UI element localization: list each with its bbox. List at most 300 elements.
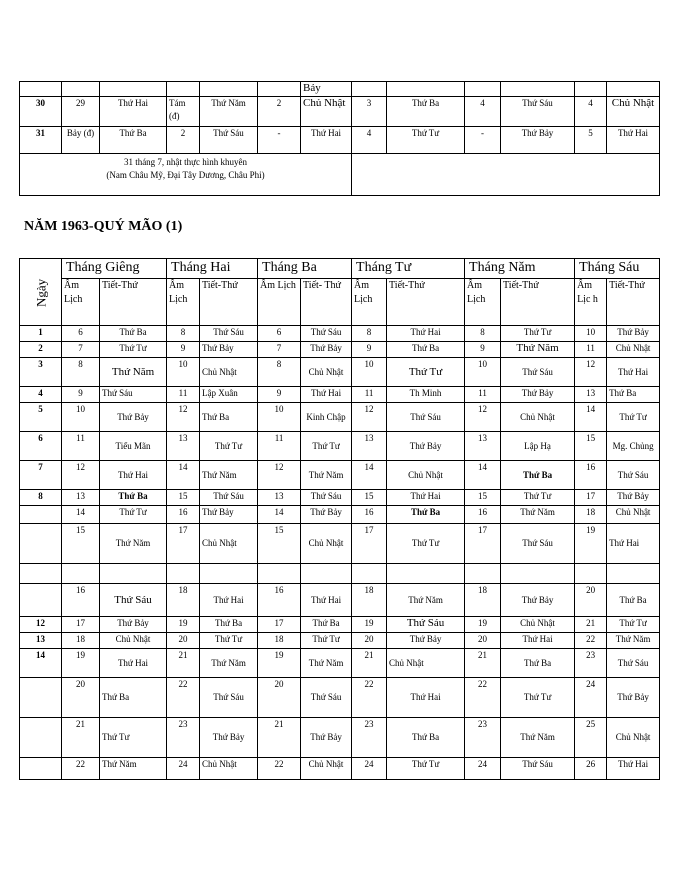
term-weekday: Thứ Năm bbox=[100, 358, 167, 387]
lunar-day: 8 bbox=[465, 326, 501, 342]
lunar-header: Âm Lịch bbox=[465, 279, 501, 326]
term-weekday: Thứ Ba bbox=[100, 490, 167, 506]
cell: Chủ Nhật bbox=[301, 97, 352, 127]
term-weekday: Thứ Ba bbox=[501, 649, 575, 678]
lunar-day: 20 bbox=[352, 633, 387, 649]
lunar-day: 19 bbox=[258, 649, 301, 678]
cell: Thứ Ba bbox=[100, 127, 167, 154]
table-row bbox=[20, 461, 660, 490]
lunar-day: 11 bbox=[62, 432, 100, 461]
lunar-day: 6 bbox=[62, 326, 100, 342]
lunar-day: 13 bbox=[465, 432, 501, 461]
day-number: 2 bbox=[20, 342, 62, 358]
month-header: Tháng Giêng bbox=[62, 259, 167, 279]
lunar-day: 7 bbox=[258, 342, 301, 358]
lunar-day: 12 bbox=[258, 461, 301, 490]
cell: Thứ Sáu bbox=[501, 97, 575, 127]
table-row bbox=[20, 358, 660, 387]
lunar-day: 14 bbox=[352, 461, 387, 490]
cell bbox=[465, 82, 501, 97]
lunar-day: 16 bbox=[62, 584, 100, 617]
term-weekday: Chủ Nhật bbox=[501, 403, 575, 432]
term-weekday: Thứ Bảy bbox=[200, 506, 258, 524]
lunar-day: 20 bbox=[575, 584, 607, 617]
lunar-day: 8 bbox=[62, 358, 100, 387]
term-weekday: Thứ Tư bbox=[607, 403, 660, 432]
term-weekday: Thứ Sáu bbox=[301, 326, 352, 342]
term-weekday: Thứ Hai bbox=[200, 584, 258, 617]
term-weekday: Chủ Nhật bbox=[200, 358, 258, 387]
term-weekday: Thứ Sáu bbox=[607, 461, 660, 490]
term-weekday: Thứ Tư bbox=[387, 524, 465, 564]
cell bbox=[258, 82, 301, 97]
term-weekday-header: Tiết-Thứ bbox=[387, 279, 465, 326]
lunar-day bbox=[167, 564, 200, 584]
term-weekday: Chủ Nhật bbox=[100, 633, 167, 649]
lunar-day: 12 bbox=[352, 403, 387, 432]
term-weekday: Thứ Tư bbox=[200, 633, 258, 649]
term-weekday-header: Tiết-Thứ bbox=[501, 279, 575, 326]
lunar-day: 14 bbox=[258, 506, 301, 524]
lunar-day: 22 bbox=[258, 758, 301, 780]
lunar-day: 15 bbox=[62, 524, 100, 564]
term-weekday: Thứ Bảy bbox=[301, 506, 352, 524]
lunar-day: 6 bbox=[258, 326, 301, 342]
cell bbox=[200, 82, 258, 97]
term-weekday: Thứ Sáu bbox=[200, 326, 258, 342]
lunar-day: 15 bbox=[167, 490, 200, 506]
term-weekday: Lập Hạ bbox=[501, 432, 575, 461]
lunar-day: 18 bbox=[167, 584, 200, 617]
lunar-day: 9 bbox=[62, 387, 100, 403]
cell bbox=[575, 82, 607, 97]
lunar-day: 23 bbox=[167, 718, 200, 758]
lunar-day: 18 bbox=[258, 633, 301, 649]
term-weekday: Thứ Bảy bbox=[387, 432, 465, 461]
lunar-day: 23 bbox=[575, 649, 607, 678]
lunar-day: 16 bbox=[465, 506, 501, 524]
term-weekday: Th Minh bbox=[387, 387, 465, 403]
lunar-header: Âm Lịch bbox=[352, 279, 387, 326]
lunar-day: 19 bbox=[465, 617, 501, 633]
term-weekday: Chủ Nhật bbox=[387, 649, 465, 678]
term-weekday: Thứ Tư bbox=[501, 678, 575, 718]
lunar-day: 14 bbox=[62, 506, 100, 524]
table-row bbox=[20, 82, 660, 97]
term-weekday-header: Tiết-Thứ bbox=[607, 279, 660, 326]
day-number: 6 bbox=[20, 432, 62, 461]
day-number: 30 bbox=[20, 97, 62, 127]
term-weekday: Thứ Sáu bbox=[387, 617, 465, 633]
cell bbox=[352, 154, 660, 196]
day-number bbox=[20, 584, 62, 617]
term-weekday: Thứ Hai bbox=[100, 461, 167, 490]
table-row bbox=[20, 154, 660, 196]
cell: Thứ Ba bbox=[387, 97, 465, 127]
lunar-header: Âm Lịch bbox=[167, 279, 200, 326]
term-weekday: Thứ Ba bbox=[607, 584, 660, 617]
lunar-day: 22 bbox=[352, 678, 387, 718]
day-number: 13 bbox=[20, 633, 62, 649]
lunar-day: 11 bbox=[167, 387, 200, 403]
cell bbox=[501, 82, 575, 97]
month-header-row bbox=[20, 259, 660, 279]
cell: Thứ Năm bbox=[200, 97, 258, 127]
term-weekday: Thứ Sáu bbox=[301, 490, 352, 506]
term-weekday: Thứ Tư bbox=[301, 432, 352, 461]
term-weekday: Thứ Hai bbox=[501, 633, 575, 649]
term-weekday: Thứ Tư bbox=[100, 506, 167, 524]
lunar-day: 26 bbox=[575, 758, 607, 780]
lunar-day: 10 bbox=[352, 358, 387, 387]
lunar-day: 18 bbox=[62, 633, 100, 649]
term-weekday: Thứ Bảy bbox=[387, 633, 465, 649]
cell: 2 bbox=[167, 127, 200, 154]
lunar-day: 19 bbox=[167, 617, 200, 633]
lunar-day: 19 bbox=[62, 649, 100, 678]
term-weekday: Thứ Ba bbox=[501, 461, 575, 490]
term-weekday: Thứ Tư bbox=[301, 633, 352, 649]
lunar-day: 12 bbox=[62, 461, 100, 490]
lunar-day: 15 bbox=[465, 490, 501, 506]
day-number: 8 bbox=[20, 490, 62, 506]
cell: Thứ Sáu bbox=[200, 127, 258, 154]
lunar-day: 19 bbox=[352, 617, 387, 633]
table-row bbox=[20, 432, 660, 461]
term-weekday: Thứ Tư bbox=[501, 326, 575, 342]
term-weekday: Thứ Bảy bbox=[200, 718, 258, 758]
lunar-day: 11 bbox=[575, 342, 607, 358]
cell: Bảy bbox=[301, 82, 352, 97]
lunar-day: 17 bbox=[465, 524, 501, 564]
lunar-day: 15 bbox=[258, 524, 301, 564]
lunar-day: 13 bbox=[258, 490, 301, 506]
day-number: 12 bbox=[20, 617, 62, 633]
term-weekday: Thứ Sáu bbox=[501, 758, 575, 780]
term-weekday: Thứ Năm bbox=[387, 584, 465, 617]
day-number bbox=[20, 678, 62, 718]
day-number: 4 bbox=[20, 387, 62, 403]
lunar-day: 11 bbox=[352, 387, 387, 403]
term-weekday bbox=[387, 564, 465, 584]
day-number: 7 bbox=[20, 461, 62, 490]
lunar-day: 13 bbox=[167, 432, 200, 461]
cell: Chủ Nhật bbox=[607, 97, 660, 127]
lunar-day: 16 bbox=[352, 506, 387, 524]
lunar-day: 21 bbox=[352, 649, 387, 678]
cell: Bảy (đ) bbox=[62, 127, 100, 154]
term-weekday: Chủ Nhật bbox=[607, 342, 660, 358]
day-number: 5 bbox=[20, 403, 62, 432]
lunar-day: 21 bbox=[258, 718, 301, 758]
term-weekday: Thứ Năm bbox=[501, 718, 575, 758]
term-weekday: Tiểu Mãn bbox=[100, 432, 167, 461]
term-weekday: Thứ Sáu bbox=[200, 490, 258, 506]
term-weekday: Thứ Sáu bbox=[200, 678, 258, 718]
lunar-header: Âm Lịch bbox=[62, 279, 100, 326]
lunar-day: 14 bbox=[167, 461, 200, 490]
table-row bbox=[20, 490, 660, 506]
table-row bbox=[20, 633, 660, 649]
lunar-day: 24 bbox=[465, 758, 501, 780]
lunar-header: Âm Lịch bbox=[258, 279, 301, 326]
term-weekday: Thứ Bảy bbox=[200, 342, 258, 358]
lunar-day: 20 bbox=[258, 678, 301, 718]
term-weekday bbox=[501, 564, 575, 584]
lunar-day: 18 bbox=[465, 584, 501, 617]
lunar-day: 11 bbox=[258, 432, 301, 461]
lunar-day: 9 bbox=[352, 342, 387, 358]
term-weekday: Thứ Năm bbox=[301, 461, 352, 490]
term-weekday bbox=[200, 564, 258, 584]
term-weekday: Thứ Tư bbox=[200, 432, 258, 461]
term-weekday: Thứ Ba bbox=[301, 617, 352, 633]
cell: 29 bbox=[62, 97, 100, 127]
term-weekday: Thứ Tư bbox=[387, 758, 465, 780]
table-row bbox=[20, 564, 660, 584]
day-number bbox=[20, 564, 62, 584]
term-weekday: Thứ Bảy bbox=[100, 403, 167, 432]
cell: 4 bbox=[465, 97, 501, 127]
month-header: Tháng Năm bbox=[465, 259, 575, 279]
table-row bbox=[20, 649, 660, 678]
cell bbox=[387, 82, 465, 97]
table-row bbox=[20, 617, 660, 633]
lunar-day: 23 bbox=[465, 718, 501, 758]
term-weekday: Thứ Hai bbox=[607, 758, 660, 780]
lunar-day: 17 bbox=[62, 617, 100, 633]
table-row bbox=[20, 758, 660, 780]
term-weekday: Thứ Sáu bbox=[501, 358, 575, 387]
cell: Thứ Hai bbox=[301, 127, 352, 154]
lunar-header: Âm Lịc h bbox=[575, 279, 607, 326]
cell: 3 bbox=[352, 97, 387, 127]
term-weekday: Chủ Nhật bbox=[301, 524, 352, 564]
cell bbox=[62, 82, 100, 97]
lunar-day: 22 bbox=[167, 678, 200, 718]
lunar-day: 10 bbox=[167, 358, 200, 387]
lunar-day: 25 bbox=[575, 718, 607, 758]
lunar-day bbox=[575, 564, 607, 584]
lunar-day: 22 bbox=[465, 678, 501, 718]
term-weekday: Thứ Bảy bbox=[301, 718, 352, 758]
lunar-day bbox=[352, 564, 387, 584]
term-weekday: Thứ Hai bbox=[301, 387, 352, 403]
day-number bbox=[20, 718, 62, 758]
term-weekday: Thứ Năm bbox=[501, 342, 575, 358]
term-weekday: Thứ Sáu bbox=[301, 678, 352, 718]
table-row bbox=[20, 718, 660, 758]
lunar-day bbox=[258, 564, 301, 584]
term-weekday: Kinh Chập bbox=[301, 403, 352, 432]
cell bbox=[20, 82, 62, 97]
term-weekday: Thứ Năm bbox=[301, 649, 352, 678]
cell: - bbox=[258, 127, 301, 154]
lunar-day: 7 bbox=[62, 342, 100, 358]
lunar-day: 17 bbox=[258, 617, 301, 633]
term-weekday: Thứ Bảy bbox=[607, 490, 660, 506]
term-weekday: Thứ Năm bbox=[501, 506, 575, 524]
term-weekday: Thứ Ba bbox=[387, 342, 465, 358]
lunar-day: 24 bbox=[352, 758, 387, 780]
lunar-day: 21 bbox=[62, 718, 100, 758]
cell bbox=[352, 82, 387, 97]
term-weekday: Thứ Bảy bbox=[501, 387, 575, 403]
term-weekday-header: Tiết-Thứ bbox=[100, 279, 167, 326]
term-weekday: Thứ Sáu bbox=[387, 403, 465, 432]
lunar-day: 21 bbox=[575, 617, 607, 633]
day-number: 1 bbox=[20, 326, 62, 342]
table-row bbox=[20, 678, 660, 718]
term-weekday bbox=[301, 564, 352, 584]
term-weekday: Thứ Ba bbox=[200, 403, 258, 432]
lunar-day: 16 bbox=[575, 461, 607, 490]
lunar-day: 8 bbox=[258, 358, 301, 387]
term-weekday: Thứ Hai bbox=[301, 584, 352, 617]
term-weekday: Chủ Nhật bbox=[301, 758, 352, 780]
term-weekday: Thứ Ba bbox=[200, 617, 258, 633]
lunar-day: 17 bbox=[167, 524, 200, 564]
term-weekday: Thứ Ba bbox=[100, 326, 167, 342]
term-weekday: Thứ Ba bbox=[607, 387, 660, 403]
lunar-day: 17 bbox=[575, 490, 607, 506]
lunar-day: 9 bbox=[258, 387, 301, 403]
term-weekday: Thứ Năm bbox=[607, 633, 660, 649]
term-weekday-header: Tiết-Thứ bbox=[200, 279, 258, 326]
table-row bbox=[20, 387, 660, 403]
lunar-day: 18 bbox=[575, 506, 607, 524]
term-weekday: Thứ Sáu bbox=[100, 584, 167, 617]
table-row bbox=[20, 326, 660, 342]
term-weekday: Thứ Ba bbox=[387, 718, 465, 758]
term-weekday: Lập Xuân bbox=[200, 387, 258, 403]
lunar-day: 14 bbox=[465, 461, 501, 490]
cell: 4 bbox=[352, 127, 387, 154]
cell: Thứ Hai bbox=[100, 97, 167, 127]
lunar-day: 14 bbox=[575, 403, 607, 432]
term-weekday: Chủ Nhật bbox=[607, 718, 660, 758]
month-header: Tháng Tư bbox=[352, 259, 465, 279]
lunar-day: 9 bbox=[465, 342, 501, 358]
term-weekday: Thứ Năm bbox=[100, 758, 167, 780]
day-number bbox=[20, 506, 62, 524]
month-header: Tháng Sáu bbox=[575, 259, 660, 279]
cell: 2 bbox=[258, 97, 301, 127]
term-weekday: Thứ Bảy bbox=[501, 584, 575, 617]
eclipse-note bbox=[20, 154, 352, 196]
term-weekday: Thứ Bảy bbox=[301, 342, 352, 358]
section-title: NĂM 1963-QUÝ MÃO (1) bbox=[24, 219, 183, 234]
day-column-header: Ngày bbox=[20, 259, 62, 326]
sub-header-row bbox=[20, 279, 660, 326]
term-weekday: Chủ Nhật bbox=[501, 617, 575, 633]
day-number: 31 bbox=[20, 127, 62, 154]
lunar-day: 8 bbox=[352, 326, 387, 342]
note-line: 31 tháng 7, nhật thực hình khuyên bbox=[123, 157, 248, 167]
cell: Thứ Hai bbox=[607, 127, 660, 154]
cell bbox=[607, 82, 660, 97]
cell: 5 bbox=[575, 127, 607, 154]
term-weekday: Chủ Nhật bbox=[387, 461, 465, 490]
table-row bbox=[20, 403, 660, 432]
term-weekday: Thứ Hai bbox=[387, 490, 465, 506]
day-number bbox=[20, 758, 62, 780]
lunar-day bbox=[465, 564, 501, 584]
table-row bbox=[20, 584, 660, 617]
day-number bbox=[20, 524, 62, 564]
term-weekday: Thứ Tư bbox=[100, 718, 167, 758]
lunar-day: 12 bbox=[465, 403, 501, 432]
term-weekday: Thứ Sáu bbox=[100, 387, 167, 403]
table-row bbox=[20, 524, 660, 564]
lunar-day: 16 bbox=[258, 584, 301, 617]
lunar-day: 20 bbox=[465, 633, 501, 649]
lunar-day: 13 bbox=[352, 432, 387, 461]
lunar-day: 16 bbox=[167, 506, 200, 524]
lunar-day: 22 bbox=[575, 633, 607, 649]
lunar-day: 10 bbox=[258, 403, 301, 432]
lunar-day: 15 bbox=[575, 432, 607, 461]
lunar-day: 18 bbox=[352, 584, 387, 617]
lunar-day: 20 bbox=[62, 678, 100, 718]
term-weekday: Thứ Bảy bbox=[100, 617, 167, 633]
previous-month-table bbox=[19, 81, 660, 196]
cell bbox=[100, 82, 167, 97]
term-weekday: Thứ Tư bbox=[607, 617, 660, 633]
term-weekday: Thứ Năm bbox=[200, 649, 258, 678]
lunar-day: 20 bbox=[167, 633, 200, 649]
lunar-day: 24 bbox=[167, 758, 200, 780]
lunar-day: 22 bbox=[62, 758, 100, 780]
term-weekday: Thứ Hai bbox=[607, 524, 660, 564]
lunar-day: 12 bbox=[575, 358, 607, 387]
term-weekday: Thứ Hai bbox=[387, 326, 465, 342]
term-weekday: Chủ Nhật bbox=[607, 506, 660, 524]
term-weekday: Thứ Hai bbox=[387, 678, 465, 718]
lunar-day: 24 bbox=[575, 678, 607, 718]
table-row bbox=[20, 97, 660, 127]
day-number: 14 bbox=[20, 649, 62, 678]
table-row bbox=[20, 342, 660, 358]
month-header: Tháng Hai bbox=[167, 259, 258, 279]
term-weekday: Thứ Hai bbox=[100, 649, 167, 678]
cell: - bbox=[465, 127, 501, 154]
cell: Thứ Tư bbox=[387, 127, 465, 154]
term-weekday: Thứ Bảy bbox=[607, 326, 660, 342]
term-weekday bbox=[100, 564, 167, 584]
note-line: (Nam Châu Mỹ, Đại Tây Dương, Châu Phi) bbox=[106, 170, 265, 180]
lunar-day: 19 bbox=[575, 524, 607, 564]
lunar-day: 10 bbox=[465, 358, 501, 387]
term-weekday: Chủ Nhật bbox=[200, 758, 258, 780]
lunar-day: 9 bbox=[167, 342, 200, 358]
term-weekday-header: Tiết- Thứ bbox=[301, 279, 352, 326]
term-weekday: Thứ Ba bbox=[100, 678, 167, 718]
table-row bbox=[20, 127, 660, 154]
month-header: Tháng Ba bbox=[258, 259, 352, 279]
lunar-day: 13 bbox=[575, 387, 607, 403]
cell: Tám (đ) bbox=[167, 97, 200, 127]
lunar-day: 11 bbox=[465, 387, 501, 403]
cell bbox=[167, 82, 200, 97]
term-weekday: Thứ Bảy bbox=[607, 678, 660, 718]
lunar-day: 21 bbox=[465, 649, 501, 678]
calendar-table bbox=[19, 258, 660, 780]
term-weekday: Thứ Sáu bbox=[501, 524, 575, 564]
term-weekday: Thứ Ba bbox=[387, 506, 465, 524]
term-weekday: Chủ Nhật bbox=[301, 358, 352, 387]
lunar-day: 10 bbox=[62, 403, 100, 432]
